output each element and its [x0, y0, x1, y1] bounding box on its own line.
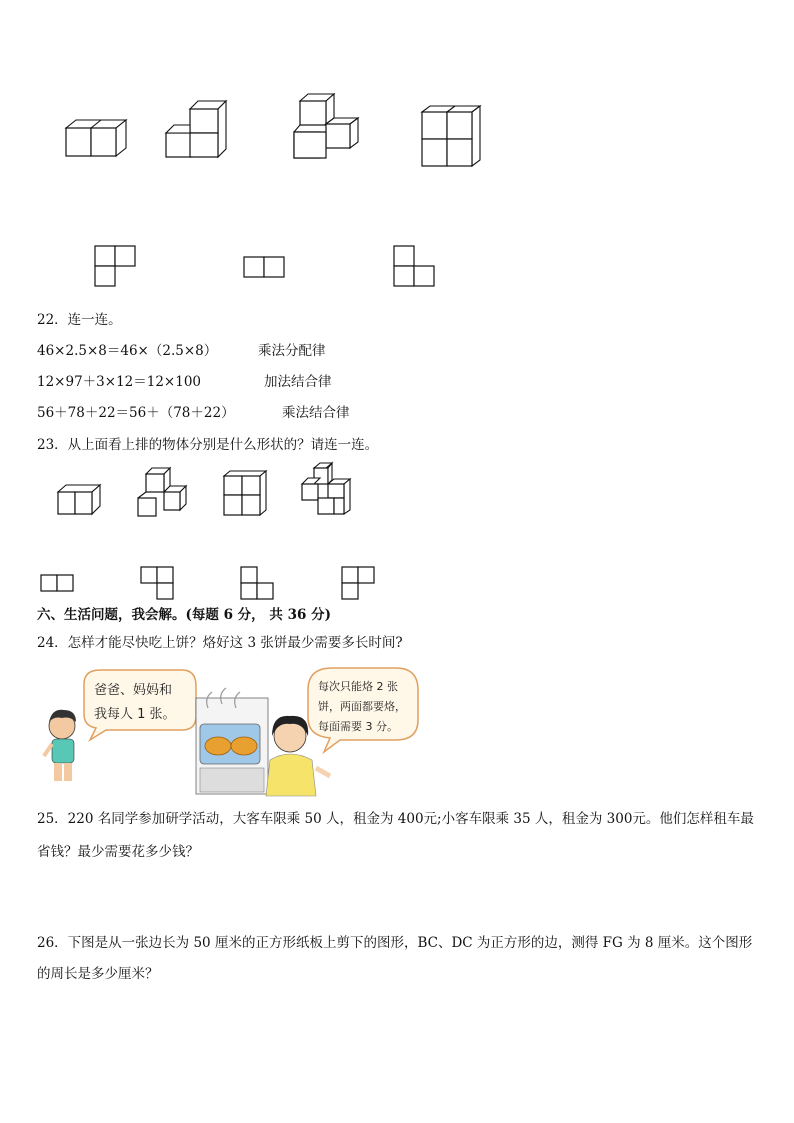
boy-figure — [44, 710, 76, 781]
q22-equation-2[interactable]: 12×97＋3×12＝12×100 — [37, 374, 202, 390]
q22-law-2[interactable]: 加法结合律 — [264, 374, 332, 390]
q25-line-2: 省钱？最少需要花多少钱？ — [37, 844, 199, 860]
cube-figure-4 — [418, 104, 486, 168]
stove-figure — [196, 688, 268, 794]
q23-title: 23．从上面看上排的物体分别是什么形状的？请连一连。 — [37, 437, 379, 453]
mom-bubble-line-1: 每次只能烙 2 张 — [318, 680, 398, 693]
q23-cube-figure-1 — [54, 478, 104, 518]
view-shape-2 — [243, 256, 287, 280]
q23-view-shape-3 — [240, 566, 276, 602]
cube-figure-3 — [288, 92, 364, 164]
cube-figure-1 — [60, 112, 130, 160]
q23-cube-figure-3 — [220, 470, 270, 518]
q23-cube-figure-4 — [298, 462, 356, 518]
q24-title: 24．怎样才能尽快吃上饼？烙好这 3 张饼最少需要多长时间? — [37, 635, 403, 651]
q26-line-2: 的周长是多少厘米？ — [37, 966, 159, 982]
q23-view-shape-2 — [140, 566, 176, 602]
q23-view-shape-1 — [40, 574, 76, 594]
view-shape-3 — [393, 245, 437, 289]
q26-line-1: 26．下图是从一张边长为 50 厘米的正方形纸板上剪下的图形，BC、DC 为正方形的边，测得 FG 为 8 厘米。这个图形 — [37, 935, 753, 951]
q23-view-shape-4 — [341, 566, 377, 602]
q25-line-1: 25．220 名同学参加研学活动，大客车限乘 50 人，租金为 400元;小客车限乘 35 人，租金为 300元。他们怎样租车最 — [37, 811, 754, 827]
q22-title: 22．连一连。 — [37, 312, 122, 328]
q24-illustration — [40, 664, 430, 798]
cube-figure-2 — [160, 98, 232, 162]
boy-bubble-line-1: 爸爸、妈妈和 — [94, 683, 173, 698]
q22-equation-1[interactable]: 46×2.5×8＝46×（2.5×8） — [37, 343, 218, 359]
q22-law-1[interactable]: 乘法分配律 — [258, 343, 326, 359]
mom-bubble-line-2: 饼，两面都要烙， — [318, 700, 406, 713]
boy-bubble-line-2: 我每人 1 张。 — [94, 707, 176, 722]
mom-bubble-line-3: 每面需要 3 分。 — [318, 720, 398, 733]
view-shape-1 — [94, 245, 138, 289]
q22-equation-3[interactable]: 56＋78＋22＝56＋（78＋22） — [37, 405, 235, 421]
q22-law-3[interactable]: 乘法结合律 — [282, 405, 350, 421]
q23-cube-figure-2 — [134, 466, 190, 520]
section6-title: 六、生活问题，我会解。(每题 6 分， 共 36 分) — [37, 607, 331, 623]
